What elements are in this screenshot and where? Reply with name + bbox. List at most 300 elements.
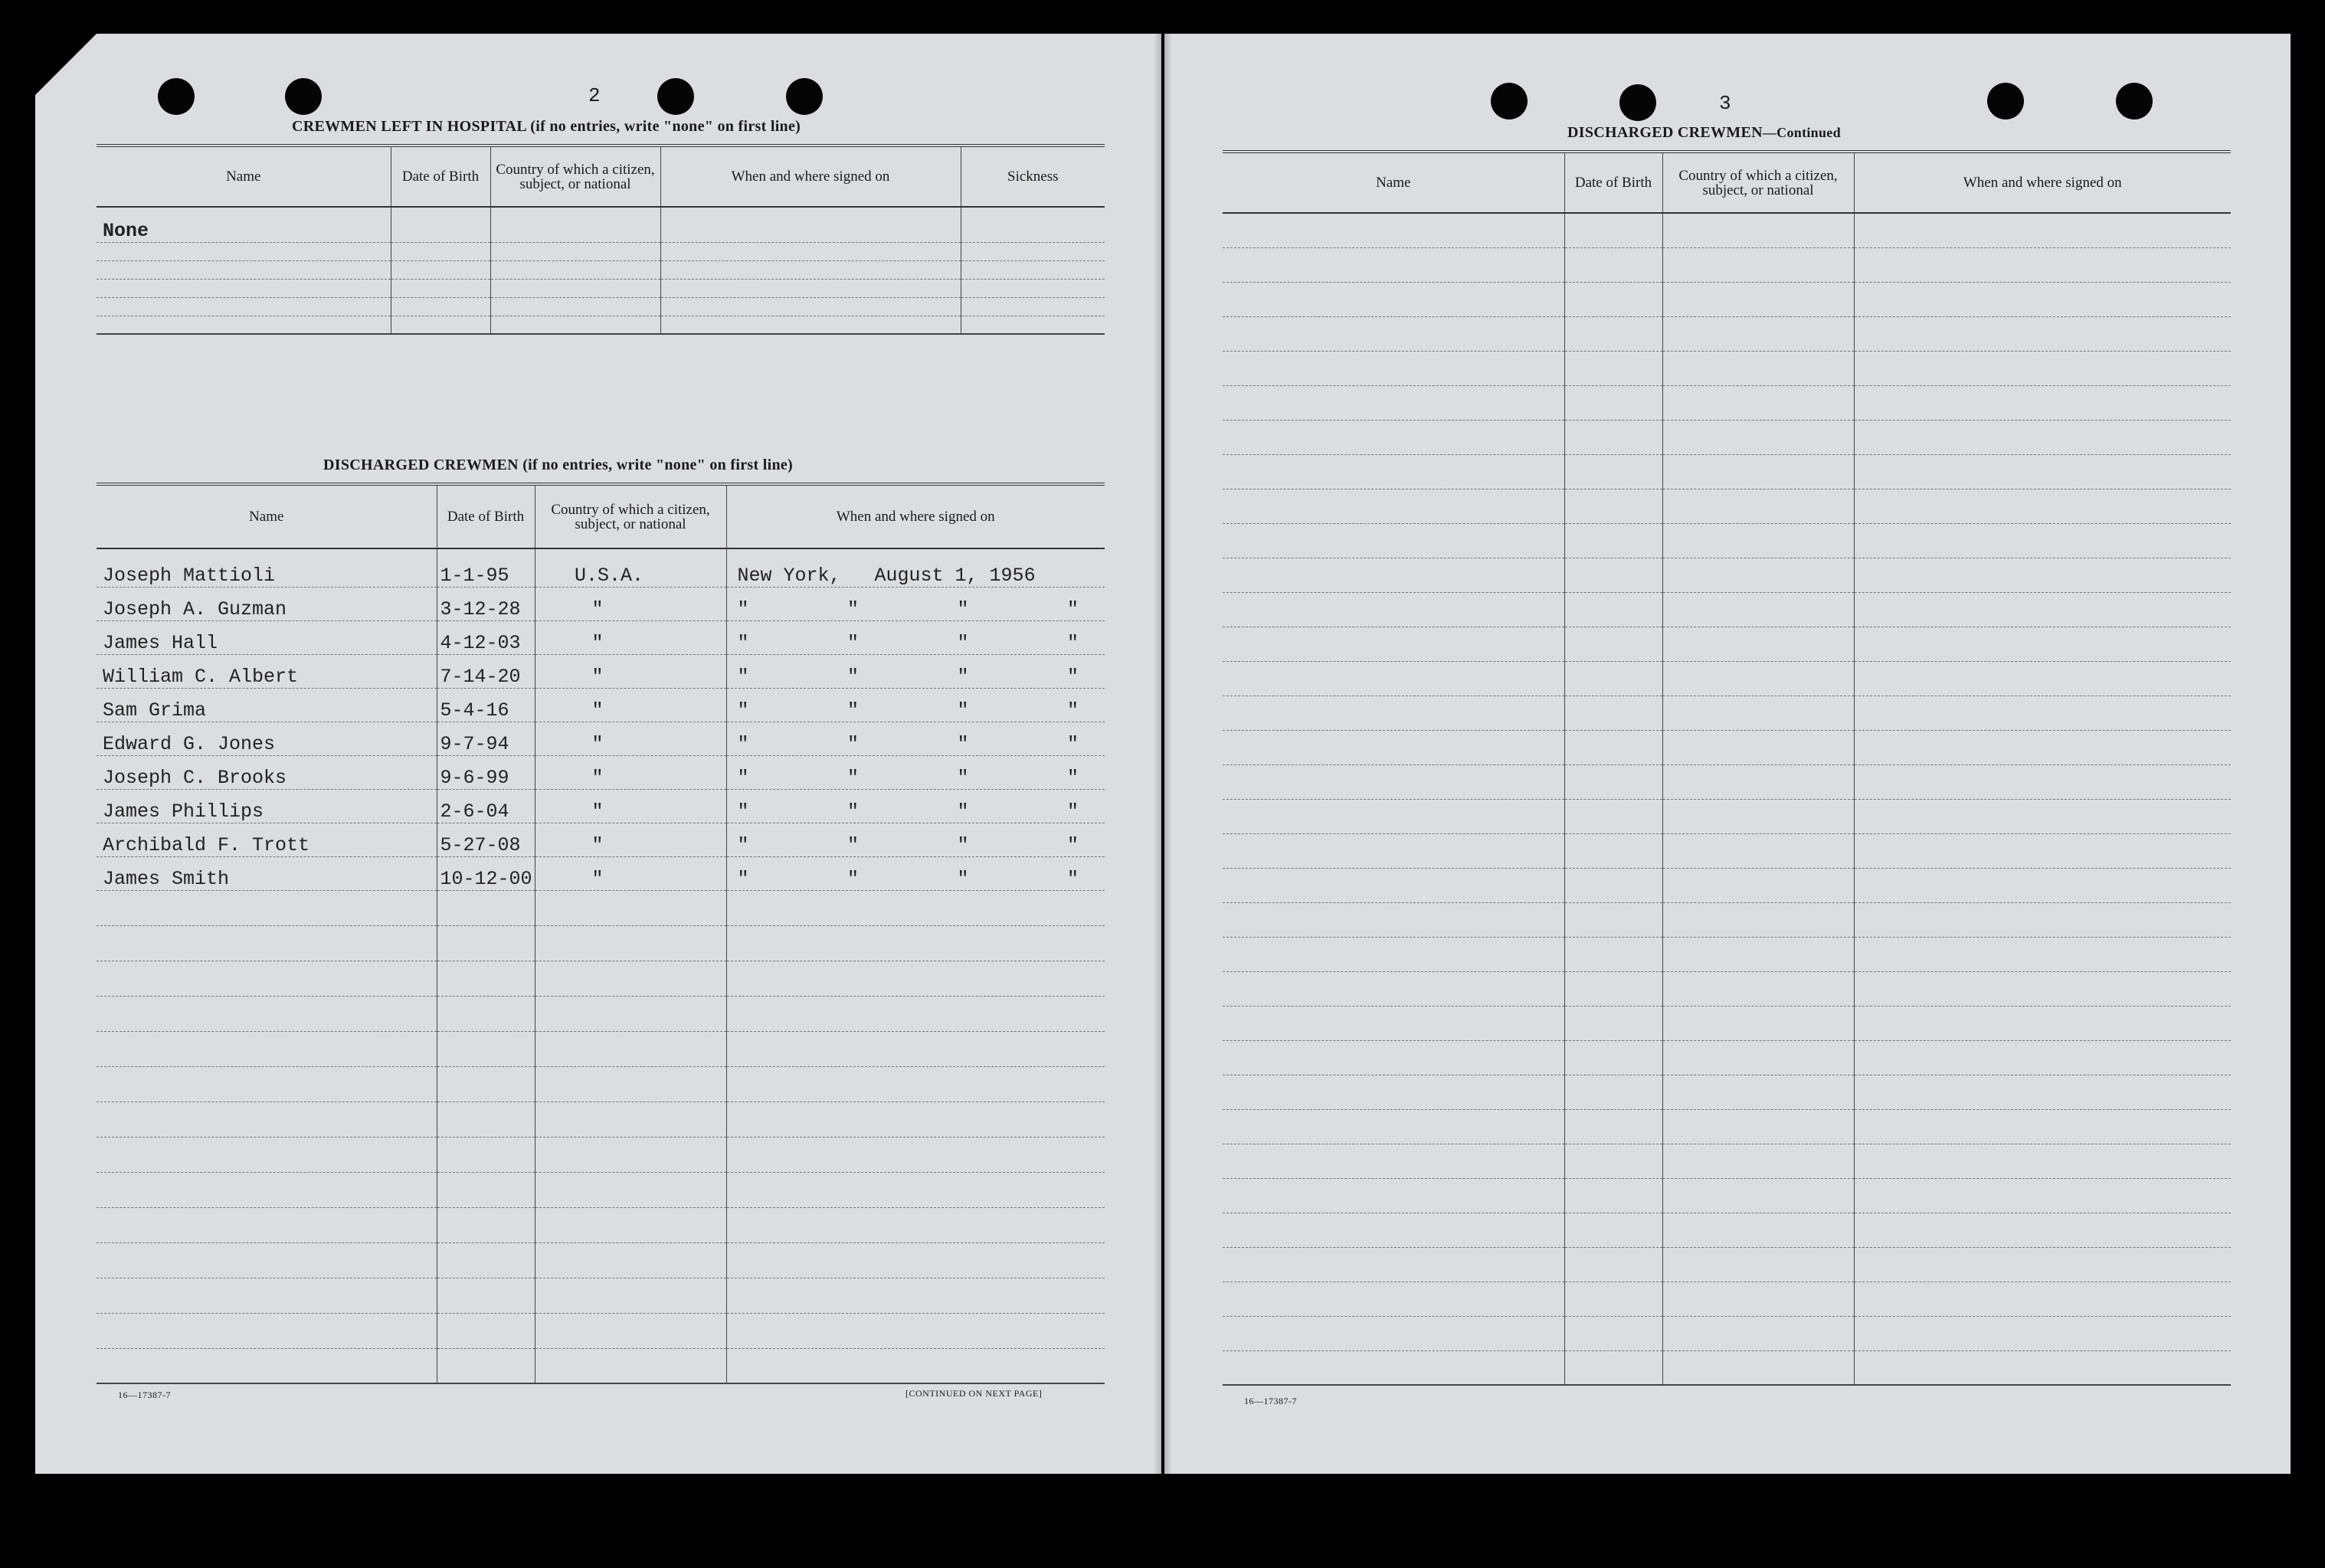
date-of-birth: 5-4-16 (437, 688, 535, 722)
blank-cell (1662, 1075, 1854, 1109)
blank-cell (1662, 696, 1854, 730)
signed-on-part: " (846, 631, 859, 654)
blank-cell (1223, 351, 1564, 385)
col-country: Country of which a citizen, subject, or national (1662, 152, 1854, 213)
blank-cell (437, 961, 535, 996)
signed-on-parts (738, 666, 1102, 688)
blank-cell (1564, 213, 1662, 247)
blank-cell (437, 1242, 535, 1278)
discharged-title: DISCHARGED CREWMEN (1567, 124, 1763, 141)
blank-cell (1662, 730, 1854, 764)
signed-on-part: " (737, 665, 749, 688)
blank-cell (1854, 764, 2231, 799)
discharged-header-row (97, 484, 1105, 548)
blank-row (1223, 1144, 2231, 1178)
blank-cell (1223, 247, 1564, 282)
signed-on-part: " (1066, 597, 1079, 620)
blank-cell (97, 925, 437, 961)
blank-cell (535, 1137, 726, 1172)
blank-row (1223, 627, 2231, 661)
blank-row (1223, 523, 2231, 558)
hospital-table (97, 144, 1105, 335)
blank-cell (1223, 385, 1564, 420)
blank-cell (1854, 833, 2231, 868)
blank-cell (1564, 351, 1662, 385)
blank-cell (1564, 696, 1662, 730)
signed-on-part: " (737, 732, 749, 755)
blank-cell (1564, 627, 1662, 661)
blank-cell (726, 1313, 1105, 1348)
blank-cell (1854, 1006, 2231, 1040)
sickness-cell (961, 207, 1105, 242)
crewman-name: Sam Grima (97, 688, 437, 722)
blank-cell (726, 1137, 1105, 1172)
blank-row (97, 925, 1105, 961)
crewman-name: Joseph Mattioli (97, 548, 437, 587)
col-country: Country of which a citizen, subject, or national (490, 146, 660, 207)
name-cell (97, 279, 391, 297)
blank-cell (726, 925, 1105, 961)
blank-cell (1662, 627, 1854, 661)
blank-cell (1223, 592, 1564, 627)
blank-cell (1223, 799, 1564, 833)
country: " (535, 789, 726, 823)
sickness-cell (961, 279, 1105, 297)
dob-cell (391, 316, 490, 334)
blank-row (1223, 1213, 2231, 1247)
blank-cell (535, 925, 726, 961)
signed-on-part: " (737, 597, 749, 620)
signed-on-part: " (1066, 867, 1079, 890)
blank-cell (97, 890, 437, 925)
blank-cell (1854, 627, 2231, 661)
date-of-birth: 4-12-03 (437, 620, 535, 654)
table-row (97, 587, 1105, 620)
blank-cell (97, 1066, 437, 1102)
blank-row (1223, 799, 2231, 833)
blank-cell (1662, 1144, 1854, 1178)
signed-on-part: " (1066, 833, 1079, 856)
blank-cell (1564, 1350, 1662, 1385)
blank-row (97, 1031, 1105, 1066)
blank-row (1223, 971, 2231, 1006)
sickness-cell (961, 260, 1105, 279)
blank-cell (437, 1137, 535, 1172)
signed-on-parts (738, 733, 1102, 755)
country: " (535, 722, 726, 755)
blank-cell (535, 961, 726, 996)
blank-cell (535, 1172, 726, 1207)
signed-on-part: " (846, 800, 859, 823)
blank-cell (1662, 489, 1854, 523)
blank-cell (437, 890, 535, 925)
dob-cell (391, 260, 490, 279)
sickness-cell (961, 316, 1105, 334)
blank-cell (437, 996, 535, 1031)
signed-on-part: " (1066, 699, 1079, 722)
blank-cell (726, 1031, 1105, 1066)
continued-suffix: —Continued (1762, 125, 1841, 140)
blank-row (1223, 661, 2231, 696)
discharged-title: DISCHARGED CREWMEN (323, 457, 519, 473)
blank-cell (1564, 764, 1662, 799)
country-cell (490, 260, 660, 279)
signed-on-part: " (957, 665, 969, 688)
discharged-continued-table (1223, 150, 2231, 1386)
crewman-name: Joseph A. Guzman (97, 587, 437, 620)
signed-on-cell (660, 316, 961, 334)
blank-cell (1854, 213, 2231, 247)
signed-on-part: " (846, 867, 859, 890)
signed-on-part: " (957, 800, 969, 823)
punch-hole (657, 78, 694, 115)
table-row (97, 297, 1105, 316)
col-signed-on: When and where signed on (726, 484, 1105, 548)
blank-cell (97, 996, 437, 1031)
blank-row (1223, 1316, 2231, 1350)
blank-cell (1223, 1178, 1564, 1213)
blank-cell (1854, 696, 2231, 730)
blank-cell (1854, 282, 2231, 316)
signed-on-part: " (1066, 766, 1079, 789)
country: U.S.A. (535, 548, 726, 587)
blank-cell (437, 925, 535, 961)
signed-on-part: " (846, 597, 859, 620)
blank-row (1223, 868, 2231, 902)
blank-cell (437, 1031, 535, 1066)
blank-row (97, 1207, 1105, 1242)
signed-on-cell (660, 242, 961, 260)
left-page (35, 34, 1161, 1474)
signed-on-parts (738, 699, 1102, 722)
signed-on-part: " (1066, 800, 1079, 823)
signed-on-part: " (957, 766, 969, 789)
signed-on-part: " (1066, 665, 1079, 688)
blank-cell (97, 1172, 437, 1207)
blank-cell (726, 1348, 1105, 1383)
folded-corner (35, 34, 97, 95)
crewman-name: James Hall (97, 620, 437, 654)
blank-cell (1662, 1040, 1854, 1075)
blank-cell (1223, 213, 1564, 247)
signed-on-part: " (846, 833, 859, 856)
punch-hole (2116, 83, 2153, 119)
date-of-birth: 10-12-00 (437, 856, 535, 890)
blank-cell (1854, 558, 2231, 592)
blank-row (1223, 730, 2231, 764)
discharged-table (97, 483, 1105, 1384)
signed-on (726, 856, 1105, 890)
blank-cell (97, 1278, 437, 1313)
signed-on-part: " (957, 867, 969, 890)
country: " (535, 587, 726, 620)
blank-row (1223, 282, 2231, 316)
table-row (97, 316, 1105, 334)
blank-cell (437, 1172, 535, 1207)
blank-row (1223, 316, 2231, 351)
blank-cell (1662, 558, 1854, 592)
col-signed-on: When and where signed on (1854, 152, 2231, 213)
blank-cell (1223, 730, 1564, 764)
page-number: 3 (1719, 92, 1731, 115)
blank-cell (535, 1066, 726, 1102)
signed-on (726, 823, 1105, 856)
sickness-cell (961, 242, 1105, 260)
table-row (97, 620, 1105, 654)
blank-cell (1662, 833, 1854, 868)
country: " (535, 823, 726, 856)
signed-on-part: " (737, 800, 749, 823)
col-date-of-birth: Date of Birth (391, 146, 490, 207)
blank-cell (1662, 1350, 1854, 1385)
blank-cell (1223, 1144, 1564, 1178)
country-cell (490, 297, 660, 316)
right-page (1164, 34, 2291, 1474)
blank-row (1223, 454, 2231, 489)
blank-cell (1223, 971, 1564, 1006)
signed-on (726, 722, 1105, 755)
table-row (97, 688, 1105, 722)
name-cell (97, 260, 391, 279)
blank-cell (535, 1313, 726, 1348)
table-row (97, 654, 1105, 688)
blank-cell (726, 1207, 1105, 1242)
country: " (535, 755, 726, 789)
blank-cell (1223, 627, 1564, 661)
blank-cell (726, 890, 1105, 925)
blank-cell (726, 1242, 1105, 1278)
blank-cell (1564, 247, 1662, 282)
blank-cell (1223, 1213, 1564, 1247)
date-of-birth: 2-6-04 (437, 789, 535, 823)
country: " (535, 856, 726, 890)
signed-on-part: " (846, 699, 859, 722)
blank-cell (1662, 1006, 1854, 1040)
blank-cell (1564, 730, 1662, 764)
blank-cell (1662, 1109, 1854, 1144)
blank-cell (726, 1278, 1105, 1313)
blank-cell (1662, 523, 1854, 558)
hospital-section-title (292, 118, 801, 136)
blank-cell (437, 1207, 535, 1242)
blank-cell (1564, 1109, 1662, 1144)
blank-cell (535, 1278, 726, 1313)
signed-on-parts (738, 598, 1102, 620)
table-row (97, 279, 1105, 297)
name-cell (97, 316, 391, 334)
blank-cell (1662, 1213, 1854, 1247)
country: " (535, 688, 726, 722)
discharged-section-title (323, 457, 793, 474)
signed-on-part: " (846, 732, 859, 755)
blank-row (1223, 489, 2231, 523)
blank-cell (1564, 558, 1662, 592)
blank-cell (1564, 1247, 1662, 1282)
blank-cell (1564, 489, 1662, 523)
signed-on-part: " (737, 867, 749, 890)
blank-cell (1223, 1282, 1564, 1316)
name-cell (97, 297, 391, 316)
blank-cell (1854, 385, 2231, 420)
blank-cell (1662, 316, 1854, 351)
blank-cell (97, 961, 437, 996)
col-date-of-birth: Date of Birth (437, 484, 535, 548)
blank-cell (535, 890, 726, 925)
dob-cell (391, 297, 490, 316)
blank-cell (1662, 902, 1854, 937)
table-row (97, 856, 1105, 890)
blank-cell (1223, 1040, 1564, 1075)
discharged-continued-header-row (1223, 152, 2231, 213)
blank-cell (1564, 316, 1662, 351)
blank-cell (1564, 420, 1662, 454)
blank-cell (535, 1102, 726, 1137)
blank-cell (1854, 592, 2231, 627)
signed-on (726, 548, 1105, 587)
blank-cell (1662, 661, 1854, 696)
blank-cell (97, 1137, 437, 1172)
blank-cell (1662, 937, 1854, 971)
blank-cell (1854, 1075, 2231, 1109)
name-cell (97, 242, 391, 260)
blank-cell (1223, 454, 1564, 489)
signed-on-part: " (1066, 732, 1079, 755)
punch-hole (285, 78, 322, 115)
blank-cell (1662, 351, 1854, 385)
blank-cell (1854, 1350, 2231, 1385)
date-of-birth: 1-1-95 (437, 548, 535, 587)
blank-cell (1854, 868, 2231, 902)
blank-cell (1662, 868, 1854, 902)
blank-cell (1854, 1144, 2231, 1178)
blank-cell (1854, 489, 2231, 523)
signed-on (726, 755, 1105, 789)
signed-on (726, 688, 1105, 722)
col-date-of-birth: Date of Birth (1564, 152, 1662, 213)
blank-cell (1662, 247, 1854, 282)
signed-on-part: August 1, 1956 (874, 564, 1036, 587)
date-of-birth: 7-14-20 (437, 654, 535, 688)
country: " (535, 620, 726, 654)
blank-row (1223, 1282, 2231, 1316)
signed-on-parts (738, 800, 1102, 823)
blank-row (1223, 937, 2231, 971)
punch-hole (1619, 84, 1656, 121)
blank-cell (1854, 1040, 2231, 1075)
blank-cell (1854, 730, 2231, 764)
blank-cell (1223, 1006, 1564, 1040)
blank-cell (1564, 1006, 1662, 1040)
blank-cell (1854, 902, 2231, 937)
sickness-cell (961, 297, 1105, 316)
blank-cell (1854, 454, 2231, 489)
blank-cell (1564, 833, 1662, 868)
blank-cell (97, 1207, 437, 1242)
blank-row (97, 1066, 1105, 1102)
blank-cell (1662, 1282, 1854, 1316)
blank-cell (1564, 1213, 1662, 1247)
crewman-name: James Phillips (97, 789, 437, 823)
blank-cell (97, 1313, 437, 1348)
blank-cell (1223, 558, 1564, 592)
blank-cell (1662, 764, 1854, 799)
blank-cell (726, 1066, 1105, 1102)
blank-cell (726, 1102, 1105, 1137)
table-row (97, 823, 1105, 856)
signed-on-parts (738, 632, 1102, 654)
signed-on-parts (738, 868, 1102, 890)
blank-cell (1223, 316, 1564, 351)
crewman-name: Joseph C. Brooks (97, 755, 437, 789)
blank-cell (1564, 282, 1662, 316)
form-number: 16—17387-7 (118, 1390, 171, 1400)
signed-on-part: " (957, 732, 969, 755)
continued-note: [CONTINUED ON NEXT PAGE] (905, 1388, 1043, 1399)
blank-cell (1662, 1316, 1854, 1350)
blank-row (97, 1313, 1105, 1348)
name-cell: None (97, 207, 391, 242)
blank-cell (1223, 764, 1564, 799)
page-gutter-shadow (1164, 34, 1172, 1474)
table-row (97, 789, 1105, 823)
blank-cell (1564, 971, 1662, 1006)
page-gutter-shadow (1154, 34, 1161, 1474)
blank-cell (1564, 1144, 1662, 1178)
blank-cell (535, 1348, 726, 1383)
blank-cell (1223, 420, 1564, 454)
country-cell (490, 279, 660, 297)
hospital-note: (if no entries, write "none" on first line) (530, 118, 801, 135)
blank-cell (1662, 213, 1854, 247)
blank-cell (1564, 902, 1662, 937)
blank-cell (437, 1348, 535, 1383)
blank-cell (1854, 420, 2231, 454)
signed-on-part: " (957, 631, 969, 654)
date-of-birth: 3-12-28 (437, 587, 535, 620)
blank-cell (535, 996, 726, 1031)
blank-cell (1223, 523, 1564, 558)
punch-hole (1491, 83, 1528, 119)
blank-cell (1223, 1316, 1564, 1350)
blank-cell (1854, 1213, 2231, 1247)
signed-on-part: " (957, 833, 969, 856)
table-row (97, 242, 1105, 260)
blank-cell (1662, 1178, 1854, 1213)
signed-on-part: " (737, 766, 749, 789)
blank-row (1223, 592, 2231, 627)
blank-row (1223, 1075, 2231, 1109)
country-cell (490, 242, 660, 260)
blank-cell (726, 996, 1105, 1031)
blank-cell (1223, 661, 1564, 696)
blank-row (97, 1242, 1105, 1278)
blank-cell (437, 1102, 535, 1137)
blank-cell (1662, 420, 1854, 454)
country: " (535, 654, 726, 688)
crewman-name: James Smith (97, 856, 437, 890)
blank-cell (1854, 247, 2231, 282)
date-of-birth: 9-6-99 (437, 755, 535, 789)
blank-row (1223, 247, 2231, 282)
blank-row (1223, 420, 2231, 454)
blank-row (1223, 696, 2231, 730)
blank-cell (1854, 316, 2231, 351)
signed-on-part: " (737, 833, 749, 856)
blank-row (1223, 833, 2231, 868)
blank-cell (1223, 1247, 1564, 1282)
blank-row (97, 1172, 1105, 1207)
blank-cell (97, 1242, 437, 1278)
